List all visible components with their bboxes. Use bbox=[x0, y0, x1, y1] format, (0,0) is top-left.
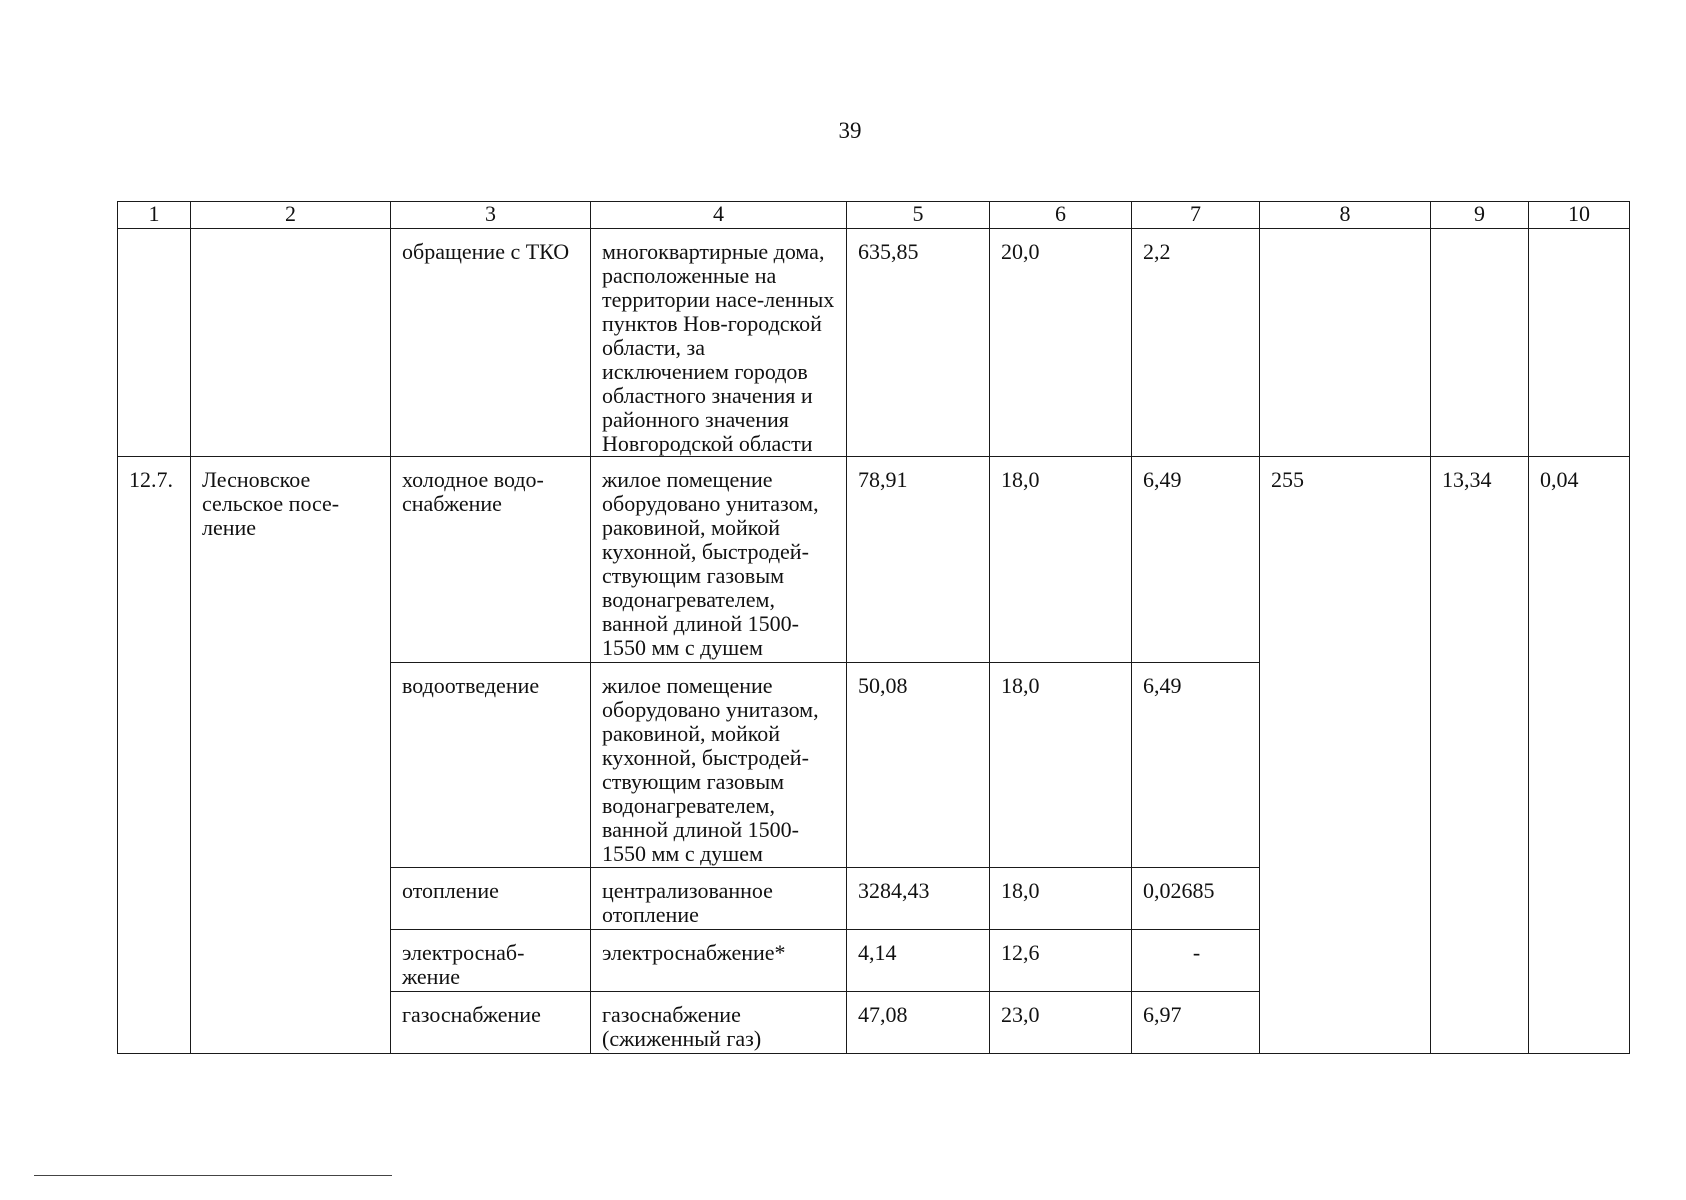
value-cell: 47,08 bbox=[847, 992, 990, 1054]
value-cell: 20,0 bbox=[990, 229, 1132, 457]
tariff-table bbox=[117, 201, 1630, 1054]
column-number: 9 bbox=[1431, 202, 1529, 229]
description-cell: газоснабжение (сжиженный газ) bbox=[591, 992, 847, 1054]
value-cell: 2,2 bbox=[1132, 229, 1260, 457]
table-row bbox=[118, 229, 1630, 457]
column-number: 3 bbox=[391, 202, 591, 229]
column-number: 7 bbox=[1132, 202, 1260, 229]
value-cell: 6,49 bbox=[1132, 663, 1260, 868]
value-cell: 18,0 bbox=[990, 457, 1132, 663]
value-cell: 12,6 bbox=[990, 930, 1132, 992]
value-cell: 78,91 bbox=[847, 457, 990, 663]
value-cell: 18,0 bbox=[990, 663, 1132, 868]
value-cell: 13,34 bbox=[1431, 457, 1529, 1054]
value-cell: 50,08 bbox=[847, 663, 990, 868]
description-cell: жилое помещение оборудовано унитазом, раковиной, мойкой кухонной, быстродей-ствующим газовым водонагревателем, ванной длиной 1500-1550 мм с душем bbox=[591, 457, 847, 663]
value-cell bbox=[1529, 229, 1630, 457]
column-number-row bbox=[118, 202, 1630, 229]
column-number: 10 bbox=[1529, 202, 1630, 229]
row-number-cell: 12.7. bbox=[118, 457, 191, 1054]
column-number: 5 bbox=[847, 202, 990, 229]
page-number: 39 bbox=[838, 118, 862, 143]
value-cell: 0,04 bbox=[1529, 457, 1630, 1054]
value-cell bbox=[1431, 229, 1529, 457]
value-cell: 6,49 bbox=[1132, 457, 1260, 663]
footnote-separator bbox=[34, 1175, 392, 1176]
description-cell: многоквартирные дома, расположенные на территории насе-ленных пунктов Нов-городской области, за исключением городов областного значения и районного значения Новгородской области bbox=[591, 229, 847, 457]
service-cell: отопление bbox=[391, 868, 591, 930]
value-cell: 0,02685 bbox=[1132, 868, 1260, 930]
value-cell: 4,14 bbox=[847, 930, 990, 992]
service-cell: водоотведение bbox=[391, 663, 591, 868]
service-cell: холодное водо-снабжение bbox=[391, 457, 591, 663]
description-cell: электроснабжение* bbox=[591, 930, 847, 992]
value-cell bbox=[1260, 229, 1431, 457]
column-number: 1 bbox=[118, 202, 191, 229]
value-cell: 18,0 bbox=[990, 868, 1132, 930]
service-cell: обращение с ТКО bbox=[391, 229, 591, 457]
column-number: 6 bbox=[990, 202, 1132, 229]
settlement-cell bbox=[191, 229, 391, 457]
settlement-cell: Лесновское сельское посе-ление bbox=[191, 457, 391, 1054]
service-cell: электроснаб-жение bbox=[391, 930, 591, 992]
column-number: 8 bbox=[1260, 202, 1431, 229]
value-cell: 23,0 bbox=[990, 992, 1132, 1054]
description-cell: жилое помещение оборудовано унитазом, раковиной, мойкой кухонной, быстродей-ствующим газовым водонагревателем, ванной длиной 1500-1550 мм с душем bbox=[591, 663, 847, 868]
value-cell: 635,85 bbox=[847, 229, 990, 457]
value-cell: 255 bbox=[1260, 457, 1431, 1054]
table-row bbox=[118, 457, 1630, 663]
value-cell: 6,97 bbox=[1132, 992, 1260, 1054]
value-cell: 3284,43 bbox=[847, 868, 990, 930]
value-cell: - bbox=[1132, 930, 1260, 992]
description-cell: централизованное отопление bbox=[591, 868, 847, 930]
service-cell: газоснабжение bbox=[391, 992, 591, 1054]
column-number: 4 bbox=[591, 202, 847, 229]
column-number: 2 bbox=[191, 202, 391, 229]
row-number-cell bbox=[118, 229, 191, 457]
